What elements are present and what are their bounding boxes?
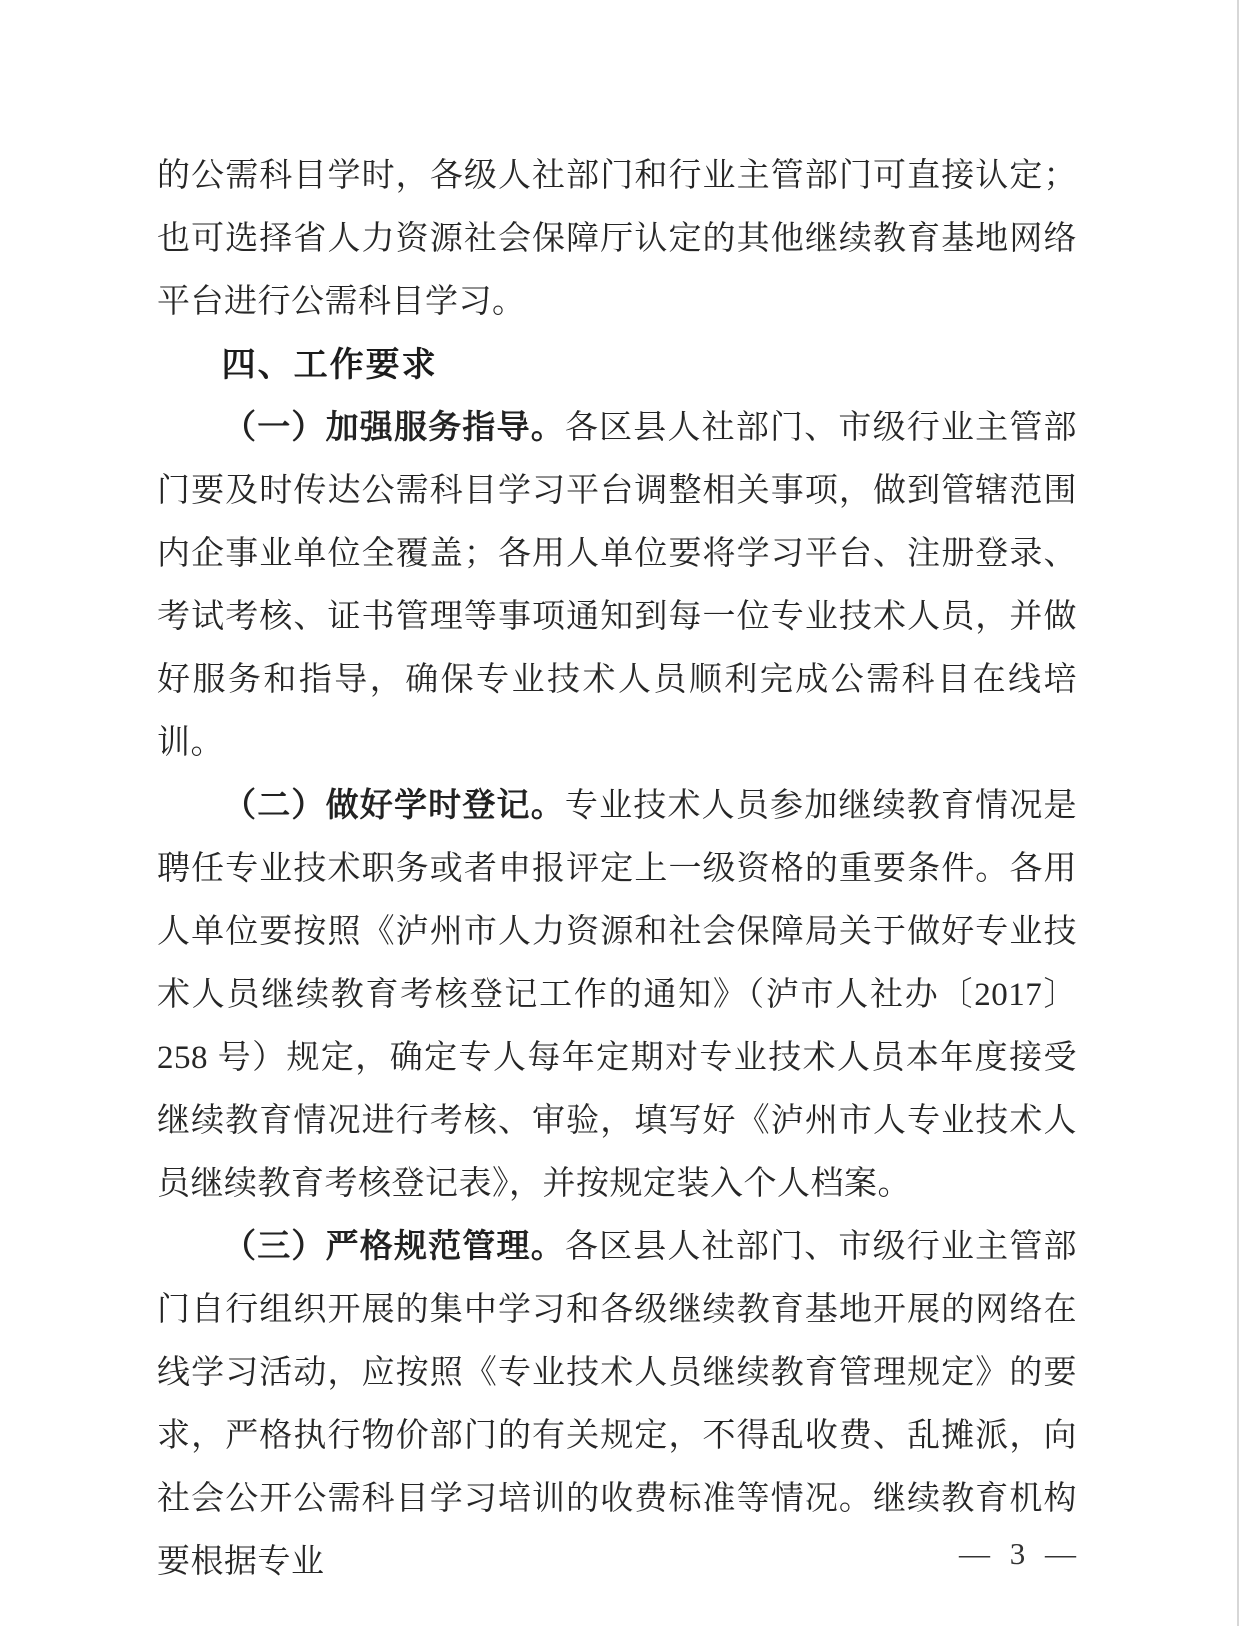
paragraph-1-lead: （一）加强服务指导。 (223, 410, 565, 446)
paragraph-3-body: 各区县人社部门、市级行业主管部门自行组织开展的集中学习和各级继续教育基地开展的网络在线学习活动，应按照《专业技术人员继续教育管理规定》的要求，严格执行物价部门的有关规定，不得乱收费、乱摊派，向社会公开公需科目学习培训的收费标准等情况。继续教育机构要根据专业 (157, 1229, 1077, 1580)
paragraph-3-lead: （三）严格规范管理。 (223, 1229, 565, 1265)
scan-edge-line (1237, 0, 1239, 1626)
paragraph-item-1 (157, 397, 1077, 775)
section-heading: 四、工作要求 (221, 346, 438, 384)
document-body (157, 145, 1077, 1594)
continuation-paragraph: 的公需科目学时，各级人社部门和行业主管部门可直接认定；也可选择省人力资源社会保障厅认定的其他继续教育基地网络平台进行公需科目学习。 (157, 158, 1077, 320)
paragraph-2-body: 专业技术人员参加继续教育情况是聘任专业技术职务或者申报评定上一级资格的重要条件。各用人单位要按照《泸州市人力资源和社会保障局关于做好专业技术人员继续教育考核登记工作的通知》（泸市人社办〔2017〕258 号）规定，确定专人每年定期对专业技术人员本年度接受继续教育情况进行考核、审验，填写好《泸州市人专业技术人员继续教育考核登记表》，并按规定装入个人档案。 (157, 788, 1077, 1202)
paragraph-1-body: 各区县人社部门、市级行业主管部门要及时传达公需科目学习平台调整相关事项，做到管辖范围内企事业单位全覆盖；各用人单位要将学习平台、注册登录、考试考核、证书管理等事项通知到每一位专业技术人员，并做好服务和指导，确保专业技术人员顺利完成公需科目在线培训。 (157, 410, 1077, 761)
page-number: — 3 — (959, 1536, 1082, 1571)
paragraph-item-2 (157, 775, 1077, 1216)
paragraph-item-3 (157, 1216, 1077, 1594)
paragraph-2-lead: （二）做好学时登记。 (223, 788, 565, 824)
